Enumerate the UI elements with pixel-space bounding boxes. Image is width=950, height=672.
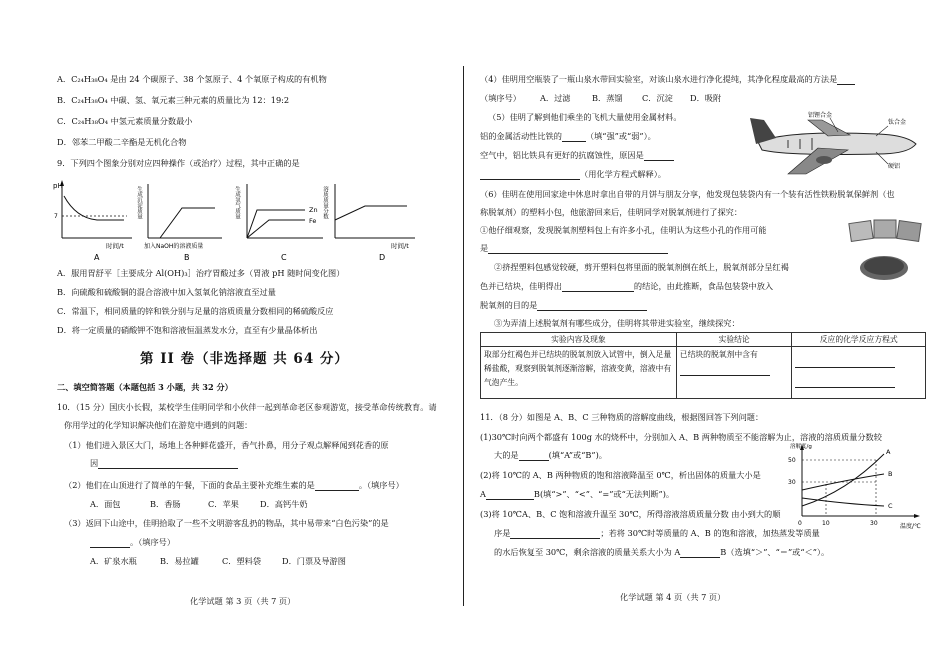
q8-option-c: C．C₂₄H₃₈O₄ 中氢元素质量分数最小 xyxy=(57,116,193,126)
graph-c-ylabel: 生成氢气质量 xyxy=(234,186,240,219)
q10-part-6: （6）佳明在使用回家途中休息时拿出自带的月饼与朋友分享，他发现包装袋内有一个装有活性铁粉脱氧保鲜剂（也 xyxy=(480,189,895,199)
q9-graph-c xyxy=(235,176,335,262)
solubility-chart xyxy=(776,440,936,532)
q10-4-opt-c: C．沉淀 xyxy=(642,93,673,103)
q10-6-3-blank[interactable] xyxy=(537,301,647,311)
q9-option-a: A．服用胃舒平［主要成分 Al(OH)₃］治疗胃酸过多（胃液 pH 随时间变化图） xyxy=(57,268,345,278)
q10-part-6c: ①他仔细观察，发现脱氧剂塑料包上有许多小孔，佳明认为这些小孔的作用可能 xyxy=(480,225,767,235)
curve-label-c: C xyxy=(888,502,893,510)
q10-5a: 铝的金属活动性比铁的 （填“强”或“弱”）。 xyxy=(480,131,656,141)
q10-stem-2: 你用学过的化学知识解决他们在游览中遇到的问题： xyxy=(64,420,253,430)
q11-part-2b: A B(填“>”、“<”、“=”或“无法判断”)。 xyxy=(480,489,675,499)
q10-part-6g: 脱氧剂的目的是 xyxy=(480,300,647,311)
q10-part-5: （5）佳明了解到他们乘坐的飞机大量使用金属材料。 xyxy=(488,112,682,122)
q10-5b-blank[interactable] xyxy=(644,151,674,161)
column-divider xyxy=(463,66,464,606)
q8-option-a: A．C₂₄H₃₈O₄ 是由 24 个碳原子、38 个氢原子、4 个氧原子构成的有机物 xyxy=(57,74,327,84)
section-2-heading: 二、填空简答题（本题包括 3 小题，共 32 分） xyxy=(57,382,233,392)
q10-part-1: （1）他们进入景区大门，场地上各种鲜花盛开，香气扑鼻，用分子观点解释闻到花香的原 xyxy=(64,440,389,450)
q10-part-1-answer: 因 xyxy=(90,458,238,469)
q11-part-2: (2)将 10℃的 A、B 两种物质的饱和溶液降温至 0℃，析出固体的质量大小是 xyxy=(480,470,761,480)
q8-option-b: B．C₂₄H₃₈O₄ 中碳、氢、氧元素三种元素的质量比为 12：19:2 xyxy=(57,95,290,105)
sol-xlabel: 温度/℃ xyxy=(900,523,921,530)
q9-graph-a xyxy=(52,176,144,262)
q11-part-1: (1)30℃时向两个都盛有 100g 水的烧杯中，分别加入 A、B 两种物质至不能溶解为止，溶液的溶质质量分数较 xyxy=(480,432,882,442)
plane-label-2: 钛合金 xyxy=(888,119,907,126)
q10-part-6e: ②挤捏塑料包感觉较硬，剪开塑料包将里面的脱氧剂倒在纸上，脱氧剂部分呈红褐 xyxy=(494,262,789,272)
q10-part-4-hint: （填序号） xyxy=(480,93,521,103)
table-eq-blank-2[interactable] xyxy=(795,378,895,388)
sol-ytick-50: 50 xyxy=(788,457,796,464)
part-2-title: 第 II 卷（非选择题 共 64 分） xyxy=(140,351,349,367)
table-cell-conclusion: 已结块的脱氧剂中含有 xyxy=(676,347,792,399)
sol-ytick-30: 30 xyxy=(788,479,796,486)
q11-part-3c: 的水后恢复至 30℃，剩余溶液的质量关系大小为 A B（选填“＞”、“＝”或“＜”）。 xyxy=(494,547,830,557)
q10-2-opt-b: B．香肠 xyxy=(150,499,181,509)
q11-2-blank[interactable] xyxy=(486,490,534,500)
q10-3-opt-d: D．门票及导游图 xyxy=(282,556,346,566)
q10-2-blank[interactable] xyxy=(315,481,359,491)
q9-option-b: B．向硫酸和硫酸铜的混合溶液中加入氢氧化钠溶液直至过量 xyxy=(57,287,276,297)
graph-b-ylabel: 生成沉淀质量 xyxy=(136,186,142,219)
table-header-1: 实验内容及现象 xyxy=(481,333,677,347)
q11-1-blank[interactable] xyxy=(519,451,549,461)
graph-a-ref: 7 xyxy=(54,213,58,220)
graph-c-letter: C xyxy=(281,253,287,262)
q10-part-4: （4）佳明用空瓶装了一瓶山泉水带回实验室，对该山泉水进行净化提纯，其净化程度最高的方法是 xyxy=(480,74,855,85)
q10-1-blank[interactable] xyxy=(98,459,238,469)
graph-d-ylabel: 溶质质量分数 xyxy=(322,186,328,219)
q11-3-blank-2[interactable] xyxy=(680,548,720,558)
graph-c-fe: Fe xyxy=(309,217,317,225)
table-cell-content: 取部分红褐色并已结块的脱氧剂放入试管中，倒入足量稀盐酸，观察到脱氧剂逐渐溶解，溶液变黄，溶液中有气泡产生。 xyxy=(481,347,677,399)
q11-3-blank-1[interactable] xyxy=(510,529,600,539)
q10-4-opt-d: D．吸附 xyxy=(690,93,722,103)
sol-ylabel: 溶解度/g xyxy=(790,444,812,450)
table-conclusion-blank[interactable] xyxy=(680,366,770,376)
sol-xtick-10: 10 xyxy=(822,520,830,527)
page-3 xyxy=(0,0,462,672)
table-header-2: 实验结论 xyxy=(676,333,792,347)
q10-part-6d: 是 xyxy=(480,243,668,254)
sol-xtick-0: 0 xyxy=(798,520,802,527)
page-4 xyxy=(468,0,950,672)
q9-stem: 9．下列四个图象分别对应四种操作（或治疗）过程，其中正确的是 xyxy=(57,158,300,168)
q10-part-6b: 称脱氧剂）的塑料小包，他旅游回来后，佳明同学对脱氧剂进行了探究： xyxy=(480,207,743,217)
page-4-footer: 化学试题 第 4 页（共 7 页） xyxy=(620,592,726,602)
q10-5a-blank[interactable] xyxy=(562,132,586,142)
graph-c-zn: Zn xyxy=(309,206,318,214)
graph-a-xlabel: 时间/t xyxy=(106,242,124,250)
q10-4-opt-b: B．蒸馏 xyxy=(592,93,623,103)
q9-graph-b xyxy=(136,176,240,262)
q10-2-opt-c: C．苹果 xyxy=(208,499,239,509)
q10-5c: （用化学方程式解释）。 xyxy=(480,169,666,180)
table-eq-blank-1[interactable] xyxy=(795,358,895,368)
q10-6-2-blank[interactable] xyxy=(562,282,634,292)
q10-4-opt-a: A．过滤 xyxy=(540,93,571,103)
curve-a xyxy=(802,454,884,506)
q9-option-c: C．常温下，相同质量的锌和铁分别与足量的溶质质量分数相同的稀硫酸反应 xyxy=(57,306,334,316)
q9-option-d: D．将一定质量的硝酸钾不饱和溶液恒温蒸发水分，直至有少量晶体析出 xyxy=(57,325,318,335)
q10-part-3-answer: 。（填序号） xyxy=(90,537,175,548)
q10-3-opt-c: C．塑料袋 xyxy=(222,556,262,566)
deoxidizer-image xyxy=(848,218,928,288)
q11-part-3: (3)将 10℃A、B、C 饱和溶液升温至 30℃，所得溶液溶质质量分数 由小到大的顺 xyxy=(480,509,781,519)
plane-label-1: 铝锂合金 xyxy=(808,112,833,119)
graph-d-letter: D xyxy=(379,253,386,262)
graph-a-ylabel: pH xyxy=(53,182,63,190)
graph-a-letter: A xyxy=(94,253,100,262)
q10-2-opt-d: D．高钙牛奶 xyxy=(260,499,308,509)
graph-d-xlabel: 时间/t xyxy=(391,242,409,250)
q10-part-6h: ③为弄清上述脱氧剂有哪些成分，佳明将其带进实验室，继续探究： xyxy=(494,318,740,328)
q10-5c-blank[interactable] xyxy=(480,170,580,180)
q11-stem: 11．（8 分）如图是 A、B、C 三种物质的溶解度曲线，根据图回答下列问题： xyxy=(480,412,764,422)
q10-2-opt-a: A．面包 xyxy=(90,499,121,509)
graph-b-xlabel: 加入NaOH的溶液质量 xyxy=(144,243,204,250)
q10-3-opt-a: A．矿泉水瓶 xyxy=(90,556,137,566)
q10-stem-1: 10．（15 分）国庆小长假，某校学生佳明同学和小伙伴一起到革命老区参观游览，接受革命传统教育。请 xyxy=(57,402,437,412)
curve-label-a: A xyxy=(886,448,891,456)
q10-4-blank[interactable] xyxy=(837,75,855,85)
experiment-table xyxy=(480,332,926,399)
q10-part-3: （3）返回下山途中，佳明拾取了一些不文明游客乱扔的物品，其中易带来“白色污染”的是 xyxy=(64,518,389,528)
q9-graph-d xyxy=(322,176,425,262)
page-3-footer: 化学试题 第 3 页（共 7 页） xyxy=(190,596,296,606)
plane-label-3: 硬铝 xyxy=(888,163,901,170)
q11-part-3b: 序是 ；若将 30℃时等质量的 A、B 的饱和溶液，加热蒸发等质量 xyxy=(494,528,820,538)
curve-label-b: B xyxy=(888,470,893,478)
q10-3-blank[interactable] xyxy=(90,538,130,548)
q10-part-6f: 色并已结块，佳明得出 的结论，由此推断，食品包装袋中放入 xyxy=(480,281,774,291)
table-header-3: 反应的化学反应方程式 xyxy=(792,333,926,347)
q11-part-1b: 大的是 (填“A”或“B”)。 xyxy=(494,450,607,460)
graph-b-letter: B xyxy=(184,253,190,262)
q10-5b: 空气中，铝比铁具有更好的抗腐蚀性，原因是 xyxy=(480,150,674,161)
q10-part-2: （2）他们在山顶进行了简单的午餐，下面的食品主要补充维生素的是 。（填序号） xyxy=(64,480,404,490)
q10-6-1-blank[interactable] xyxy=(488,244,668,254)
airplane-image xyxy=(748,108,928,180)
q10-3-opt-b: B．易拉罐 xyxy=(160,556,199,566)
q8-option-d: D．邻苯二甲酸二辛酯是无机化合物 xyxy=(57,137,187,147)
table-cell-equation xyxy=(792,347,926,399)
sol-xtick-30: 30 xyxy=(870,520,878,527)
